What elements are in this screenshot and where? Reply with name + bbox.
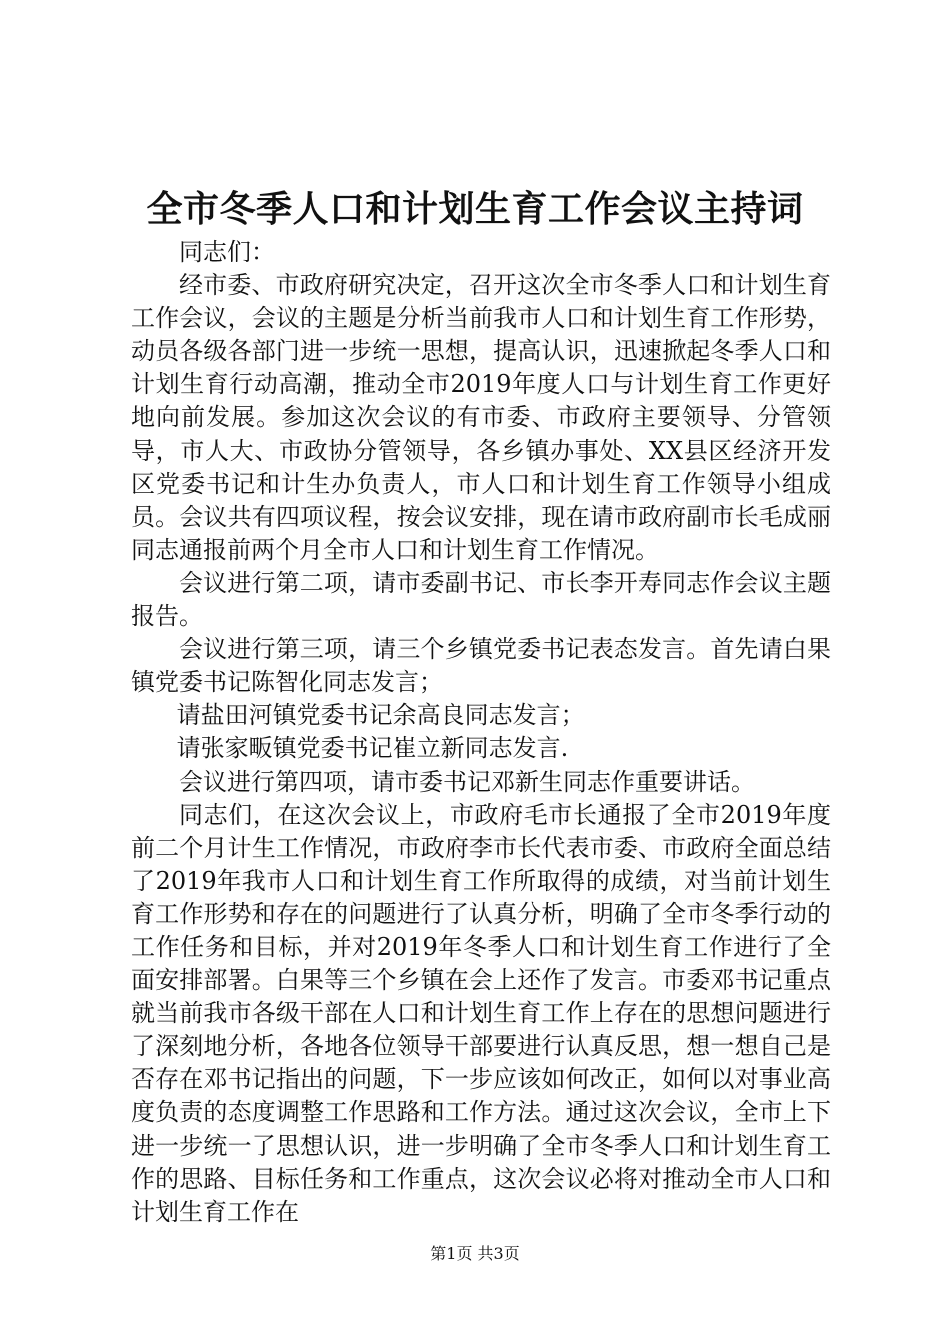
body-paragraph: 请盐田河镇党委书记余高良同志发言； (176, 701, 585, 730)
body-paragraph: 会议进行第二项，请市委副书记、市长李开寿同志作会议主题报告。 (131, 568, 831, 631)
salutation-paragraph: 同志们： (179, 238, 275, 266)
body-paragraph: 同志们，在这次会议上，市政府毛市长通报了全市2019年度前二个月计生工作情况，市政府李市长代表市委、市政府全面总结了2019年我市人口和计划生育工作所取得的成绩，对当前计划生育工作形势和存在的问题进行了认真分析，明确了全市冬季行动的工作任务和目标，并对2019年冬季人口和计划生育工作进行了全面安排部署。白果等三个乡镇在会上还作了发言。市委邓书记重点就当前我市各级干部在人口和计划生育工作上存在的思想问题进行了深刻地分析，各地各位领导干部要进行认真反思，想一想自己是否存在邓书记指出的问题，下一步应该如何改正，如何以对事业高度负责的态度调整工作思路和工作方法。通过这次会议，全市上下进一步统一了思想认识，进一步明确了全市冬季人口和计划生育工作的思路、目标任务和工作重点，这次会议必将对推动全市人口和计划生育工作在 (131, 800, 831, 1226)
body-paragraph: 会议进行第三项，请三个乡镇党委书记表态发言。首先请白果镇党委书记陈智化同志发言； (131, 635, 831, 697)
body-paragraph: 请张家畈镇党委书记崔立新同志发言. (176, 734, 569, 763)
document-body (131, 236, 831, 1229)
page-number-footer: 第1页 共3页 (430, 1244, 520, 1263)
document-title: 全市冬季人口和计划生育工作会议主持词 (146, 189, 804, 230)
body-paragraph: 会议进行第四项，请市委书记邓新生同志作重要讲话。 (179, 767, 755, 796)
body-paragraph: 经市委、市政府研究决定，召开这次全市冬季人口和计划生育工作会议，会议的主题是分析当前我市人口和计划生育工作形势，动员各级各部门进一步统一思想，提高认识，迅速掀起冬季人口和计划生育行动高潮，推动全市2019年度人口与计划生育工作更好地向前发展。参加这次会议的有市委、市政府主要领导、分管领导，市人大、市政协分管领导，各乡镇办事处、XX县区经济开发区党委书记和计生办负责人，市人口和计划生育工作领导小组成员。会议共有四项议程，按会议安排，现在请市政府副市长毛成丽同志通报前两个月全市人口和计划生育工作情况。 (131, 271, 831, 564)
